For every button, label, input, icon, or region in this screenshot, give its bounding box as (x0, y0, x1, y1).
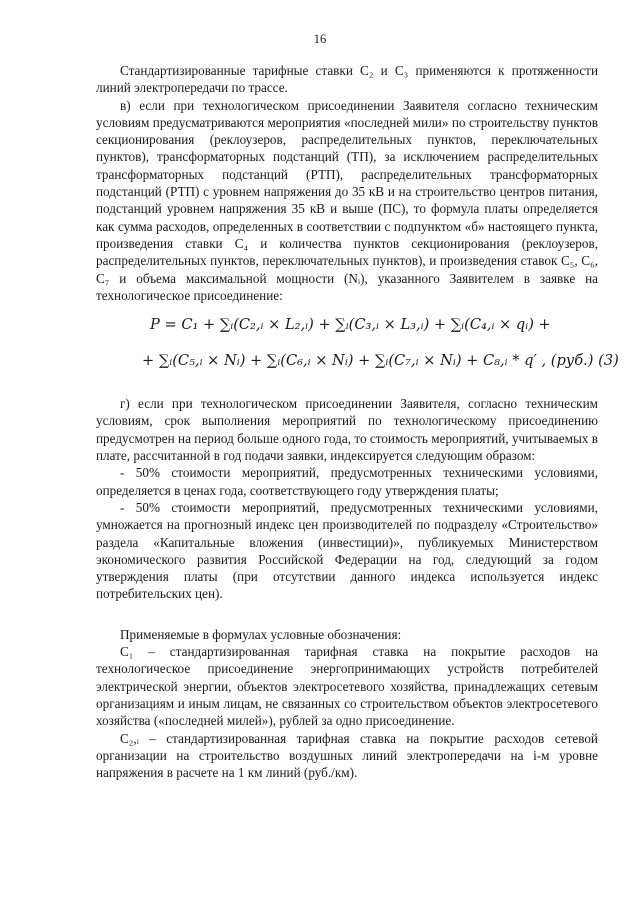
paragraph-definition-c1: C₁ – стандартизированная тарифная ставка на покрытие расходов на технологическое присоединение энергопринимающих устройств потребителей электрической энергии, объектов электросетевого хозяйства, принадлежащих сетевым организациям и иным лицам, не связанных со строительством объектов электросетевого хозяйства («последней милей»), рублей за одно присоединение. (96, 644, 598, 729)
paragraph-rates-c2-c3: Стандартизированные тарифные ставки C₂ и C₃ применяются к протяженности линий электропередачи по трассе. (96, 63, 598, 96)
paragraph-notation-heading: Применяемые в формулах условные обозначения: (120, 626, 402, 642)
paragraph-indexation-1: - 50% стоимости мероприятий, предусмотренных техническими условиями, определяется в ценах года, соответствующего году утверждения платы; (96, 465, 598, 498)
paragraph-subitem-g: г) если при технологическом присоединении Заявителя, согласно техническим условиям, срок выполнения мероприятий по технологическому присоединению предусмотрен на период больше одного года, то стоимость мероприятий, учитываемых в плате, рассчитанной в год подачи заявки, индексируется следующим образом: (96, 396, 598, 464)
formula-line-2: + ∑ᵢ(C₅,ᵢ × Nᵢ) + ∑ᵢ(C₆,ᵢ × Nᵢ) + ∑ᵢ(C₇,ᵢ × Nᵢ) + C₈,ᵢ * q′ , (руб.) (3) (142, 352, 619, 370)
formula-line-1: P = C₁ + ∑ᵢ(C₂,ᵢ × L₂,ᵢ) + ∑ᵢ(C₃,ᵢ × L₃,ᵢ) + ∑ᵢ(C₄,ᵢ × qᵢ) + (150, 316, 551, 334)
page-number: 16 (313, 32, 327, 46)
paragraph-subitem-v: в) если при технологическом присоединении Заявителя согласно техническим условиям предусматриваются мероприятия «последней мили» по строительству пунктов секционирования (реклоузеров, распределительных пунктов, переключательных пунктов), трансформаторных подстанций (ТП), за исключением распределительных трансформаторных подстанций (РТП), распределительных трансформаторных подстанций (РТП) с уровнем напряжения до 35 кВ и на строительство центров питания, подстанций уровнем напряжения 35 кВ и выше (ПС), то формула платы определяется как сумма расходов, определенных в соответствии с подпунктом «б» настоящего пункта, произведения ставки C₄ и количества пунктов секционирования (реклоузеров, распределительных пунктов, переключательных пунктов), и произведения ставок C₅, C₆, C₇ и объема максимальной мощности (Nᵢ), указанного Заявителем в заявке на технологическое присоединение: (96, 97, 598, 303)
paragraph-indexation-2: - 50% стоимости мероприятий, предусмотренных техническими условиями, умножается на прогнозный индекс цен производителей по подразделу «Строительство» раздела «Капитальные вложения (инвестиции)», публикуемых Министерством экономического развития Российской Федерации на год, следующий за годом утверждения платы (при отсутствии данного индекса используется индекс потребительских цен). (96, 499, 598, 602)
document-body (96, 62, 619, 781)
paragraph-definition-c2i: C₂,ᵢ – стандартизированная тарифная ставка на покрытие расходов сетевой организации на строительство воздушных линий электропередачи на i-м уровне напряжения в расчете на 1 км линий (руб./км). (96, 730, 598, 781)
